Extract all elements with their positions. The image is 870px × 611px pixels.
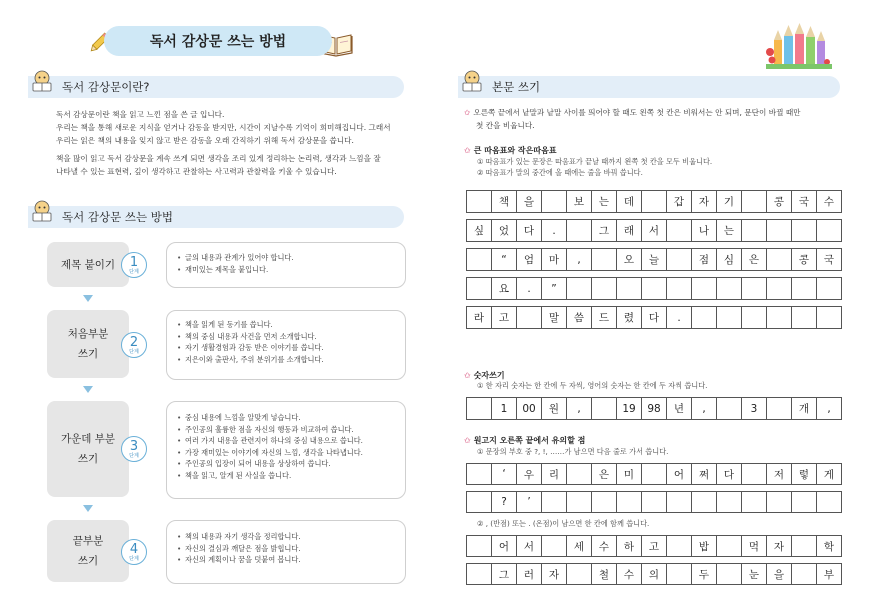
grid-cell xyxy=(817,220,842,242)
grid-cell xyxy=(742,278,767,300)
grid-cell: 러 xyxy=(517,564,542,585)
grid-cell xyxy=(667,278,692,300)
grid-cell: 마 xyxy=(542,249,567,271)
grid-row xyxy=(467,398,842,420)
grid-cell xyxy=(817,307,842,329)
grid-cell xyxy=(467,492,492,513)
grid-cell xyxy=(742,220,767,242)
grid-cell: 점 xyxy=(692,249,717,271)
grid-cell: 은 xyxy=(742,249,767,271)
grid-cell: 는 xyxy=(717,220,742,242)
grid-cell xyxy=(467,191,492,213)
grid-cell xyxy=(567,492,592,513)
grid-cell xyxy=(592,278,617,300)
grid-cell: ’ xyxy=(517,492,542,513)
grid-row xyxy=(467,307,842,329)
grid-cell: 을 xyxy=(517,191,542,213)
grid-cell: 다 xyxy=(717,464,742,485)
grid-cell xyxy=(767,492,792,513)
step-3-badge: 3 단계 xyxy=(121,436,147,462)
grid-cell: , xyxy=(567,398,592,420)
grid-cell: 개 xyxy=(792,398,817,420)
grid-cell xyxy=(567,564,592,585)
grid-cell: 수 xyxy=(592,536,617,557)
grid-cell: 기 xyxy=(717,191,742,213)
grid-cell xyxy=(567,220,592,242)
grid-cell: 자 xyxy=(542,564,567,585)
star-icon: ✩ xyxy=(464,371,471,380)
star-icon: ✩ xyxy=(464,436,471,445)
step-4-badge: 4 단계 xyxy=(121,539,147,565)
grid-cell: 부 xyxy=(817,564,842,585)
grid-cell: “ xyxy=(492,249,517,271)
grid-cell xyxy=(717,278,742,300)
star-icon: ✩ xyxy=(464,146,471,155)
grid-row xyxy=(467,564,842,585)
star-icon: ✩ xyxy=(464,108,471,117)
reading-mascot-icon xyxy=(30,200,54,222)
grid-cell xyxy=(467,249,492,271)
grid-cell: 세 xyxy=(567,536,592,557)
grid-gap xyxy=(467,271,842,278)
grid-cell xyxy=(667,249,692,271)
grid-cell: 원 xyxy=(542,398,567,420)
grid-row xyxy=(467,278,842,300)
grid-gap xyxy=(467,213,842,220)
grid-gap xyxy=(467,300,842,307)
section-heading-how: 독서 감상문 쓰는 방법 xyxy=(28,206,404,228)
grid-cell: . xyxy=(667,307,692,329)
grid-cell: , xyxy=(817,398,842,420)
grid-cell: 책 xyxy=(492,191,517,213)
grid-cell xyxy=(717,564,742,585)
grid-cell: 엄 xyxy=(517,249,542,271)
grid-row xyxy=(467,536,842,557)
step-3-details: • 중심 내용에 느낌을 알맞게 넣습니다. • 주인공의 훌륭한 점을 자신의 행동과 비교하여 씁니다. • 여러 가지 내용을 관련지어 하나의 중심 내용으로 씁니다. • 가장 재미있는 이야기에 자신의 느낌, 생각을 나타냅니다. • 주인공의 입장이 되어 내용을 상상하여 씁니다. • 책을 읽고, 알게 된 사실을 씁니다. xyxy=(166,401,406,499)
manuscript-grid-quotes xyxy=(466,190,842,329)
grid-cell xyxy=(667,492,692,513)
grid-cell xyxy=(467,398,492,420)
grid-cell xyxy=(817,278,842,300)
grid-cell xyxy=(717,398,742,420)
grid-cell: 19 xyxy=(617,398,642,420)
grid-cell: 드 xyxy=(592,307,617,329)
step-4-details: • 책의 내용과 자기 생각을 정리합니다. • 자신의 결심과 깨달은 점을 밝힙니다. • 자신의 계획이나 꿈을 덧붙여 봅니다. xyxy=(166,520,406,584)
grid-row xyxy=(467,191,842,213)
grid-row xyxy=(467,464,842,485)
grid-cell: 싶 xyxy=(467,220,492,242)
grid-cell: 3 xyxy=(742,398,767,420)
grid-cell: 쩌 xyxy=(692,464,717,485)
grid-cell: 수 xyxy=(817,191,842,213)
grid-cell: 밥 xyxy=(692,536,717,557)
grid-cell: 고 xyxy=(642,536,667,557)
grid-cell xyxy=(742,307,767,329)
down-arrow-icon xyxy=(83,295,93,302)
grid-cell xyxy=(467,278,492,300)
grid-cell: 었 xyxy=(492,220,517,242)
grid-cell: 렸 xyxy=(617,307,642,329)
grid-cell: 리 xyxy=(542,464,567,485)
grid-cell: 씀 xyxy=(567,307,592,329)
manuscript-grid-punct-2 xyxy=(466,535,842,585)
grid-cell xyxy=(717,492,742,513)
grid-cell xyxy=(692,492,717,513)
grid-cell xyxy=(542,191,567,213)
grid-cell xyxy=(692,307,717,329)
grid-cell xyxy=(692,278,717,300)
grid-cell: 렇 xyxy=(792,464,817,485)
grid-cell: 자 xyxy=(692,191,717,213)
grid-cell: , xyxy=(692,398,717,420)
grid-cell: ‘ xyxy=(492,464,517,485)
grid-gap xyxy=(467,242,842,249)
grid-cell: 서 xyxy=(642,220,667,242)
grid-cell xyxy=(792,278,817,300)
grid-cell xyxy=(467,536,492,557)
quotes-title: ✩ 큰 따옴표와 작은따옴표 xyxy=(464,146,557,155)
grid-cell xyxy=(767,220,792,242)
step-3-label: 가운데 부분 쓰기 xyxy=(47,401,129,497)
grid-cell: 먹 xyxy=(742,536,767,557)
punct-title: ✩ 원고지 오른쪽 끝에서 유의할 점 xyxy=(464,436,586,445)
grid-cell: 갑 xyxy=(667,191,692,213)
grid-cell: 년 xyxy=(667,398,692,420)
grid-row xyxy=(467,220,842,242)
grid-cell xyxy=(567,278,592,300)
section-heading-body: 본문 쓰기 xyxy=(458,76,840,98)
grid-cell xyxy=(617,278,642,300)
grid-cell: 서 xyxy=(517,536,542,557)
grid-cell: . xyxy=(517,278,542,300)
grid-cell: 요 xyxy=(492,278,517,300)
grid-cell: 어 xyxy=(667,464,692,485)
intro-paragraph-2: 책을 많이 읽고 독서 감상문을 계속 쓰게 되면 생각을 조리 있게 정리하는 논리력, 생각과 느낌을 잘 나타낼 수 있는 표현력, 깊이 생각하고 관찰하는 사고력과 관찰력을 키울 수 있습니다. xyxy=(56,154,381,176)
numbers-note: ① 한 자리 숫자는 한 칸에 두 자씩, 영어의 숫자는 한 칸에 두 자씩 씁니다. xyxy=(477,381,708,390)
grid-cell xyxy=(792,220,817,242)
grid-cell: 학 xyxy=(817,536,842,557)
grid-cell xyxy=(542,536,567,557)
grid-cell: 콩 xyxy=(792,249,817,271)
grid-cell xyxy=(667,564,692,585)
section-heading-what: 독서 감상문이란? xyxy=(28,76,404,98)
step-2-badge: 2 단계 xyxy=(121,332,147,358)
grid-cell: 콩 xyxy=(767,191,792,213)
down-arrow-icon xyxy=(83,505,93,512)
grid-gap xyxy=(467,485,842,492)
grid-cell: 00 xyxy=(517,398,542,420)
step-1-details: • 글의 내용과 관계가 있어야 합니다. • 재미있는 제목을 붙입니다. xyxy=(166,242,406,288)
grid-cell: 은 xyxy=(592,464,617,485)
grid-cell xyxy=(592,492,617,513)
intro-paragraph-1: 독서 감상문이란 책을 읽고 느낀 점을 쓴 글 입니다. 우리는 책을 통해 새로운 지식을 얻거나 감동을 받지만, 시간이 지날수록 기억이 희미해집니다. 그래서 우리는 읽은 책의 내용을 잊지 않고 받은 감동을 오래 간직하기 위해 독서 감상문을 씁니다. xyxy=(56,110,391,145)
grid-cell xyxy=(642,191,667,213)
grid-cell: 우 xyxy=(517,464,542,485)
grid-cell: 그 xyxy=(492,564,517,585)
grid-cell: 수 xyxy=(617,564,642,585)
grid-cell: 두 xyxy=(692,564,717,585)
grid-cell xyxy=(742,464,767,485)
grid-cell: 고 xyxy=(492,307,517,329)
grid-cell xyxy=(667,536,692,557)
grid-cell: 게 xyxy=(817,464,842,485)
grid-cell: 을 xyxy=(767,564,792,585)
grid-cell: 자 xyxy=(767,536,792,557)
grid-gap xyxy=(467,557,842,564)
grid-cell: 98 xyxy=(642,398,667,420)
grid-cell: 나 xyxy=(692,220,717,242)
grid-cell xyxy=(792,307,817,329)
grid-cell xyxy=(717,307,742,329)
grid-cell xyxy=(542,492,567,513)
grid-cell xyxy=(567,464,592,485)
grid-cell xyxy=(792,492,817,513)
grid-cell: 오 xyxy=(617,249,642,271)
grid-cell: 저 xyxy=(767,464,792,485)
grid-cell xyxy=(767,249,792,271)
manuscript-grid-numbers xyxy=(466,397,842,420)
grid-cell: 국 xyxy=(817,249,842,271)
grid-cell: 데 xyxy=(617,191,642,213)
grid-cell: 래 xyxy=(617,220,642,242)
manuscript-grid-punct-1 xyxy=(466,463,842,513)
grid-cell xyxy=(467,464,492,485)
grid-cell: 는 xyxy=(592,191,617,213)
page-title: 독서 감상문 쓰는 방법 xyxy=(104,26,332,56)
grid-cell: 국 xyxy=(792,191,817,213)
body-intro: ✩ 오른쪽 끝에서 낱말과 낱말 사이를 띄어야 할 때도 왼쪽 첫 칸은 비워서는 안 되며, 문단이 바뀔 때만 첫 칸을 비웁니다. xyxy=(464,108,801,130)
punct-note-2: ② , (반점) 또는 . (온점)이 남으면 한 칸에 함께 씁니다. xyxy=(477,519,650,528)
grid-cell xyxy=(742,492,767,513)
grid-cell: 1 xyxy=(492,398,517,420)
grid-cell xyxy=(467,564,492,585)
reading-mascot-icon xyxy=(460,70,484,92)
grid-cell: ” xyxy=(542,278,567,300)
grid-cell xyxy=(517,307,542,329)
grid-cell xyxy=(717,536,742,557)
grid-cell: 하 xyxy=(617,536,642,557)
grid-cell xyxy=(767,307,792,329)
grid-cell xyxy=(617,492,642,513)
grid-cell xyxy=(592,398,617,420)
grid-cell xyxy=(742,191,767,213)
grid-cell: 보 xyxy=(567,191,592,213)
grid-cell xyxy=(792,536,817,557)
grid-cell: 의 xyxy=(642,564,667,585)
grid-cell: 다 xyxy=(642,307,667,329)
grid-cell: 늘 xyxy=(642,249,667,271)
grid-cell: 어 xyxy=(492,536,517,557)
down-arrow-icon xyxy=(83,386,93,393)
grid-cell xyxy=(767,398,792,420)
step-1-badge: 1 단계 xyxy=(121,252,147,278)
grid-cell: 다 xyxy=(517,220,542,242)
grid-cell: , xyxy=(567,249,592,271)
grid-cell: 라 xyxy=(467,307,492,329)
grid-cell: 철 xyxy=(592,564,617,585)
step-2-label: 처음부분 쓰기 xyxy=(47,310,129,378)
grid-cell: 그 xyxy=(592,220,617,242)
numbers-title: ✩ 숫자쓰기 xyxy=(464,371,505,380)
grid-cell: 미 xyxy=(617,464,642,485)
quotes-notes: ① 따옴표가 있는 문장은 따옴표가 끝날 때까지 왼쪽 첫 칸을 모두 비웁니다. ② 따옴표가 말의 중간에 올 때에는 줄을 바꿔 씁니다. xyxy=(477,157,713,177)
grid-cell xyxy=(642,278,667,300)
grid-cell: 말 xyxy=(542,307,567,329)
reading-mascot-icon xyxy=(30,70,54,92)
pencil-house-icon xyxy=(764,22,834,72)
grid-row xyxy=(467,249,842,271)
grid-cell: 심 xyxy=(717,249,742,271)
grid-cell: 눈 xyxy=(742,564,767,585)
punct-note-1: ① 문장의 부호 중 ?, !, ……가 남으면 다음 줄로 가서 씁니다. xyxy=(477,447,669,456)
step-1-label: 제목 붙이기 xyxy=(47,242,129,287)
grid-cell: . xyxy=(542,220,567,242)
grid-cell xyxy=(592,249,617,271)
grid-cell: ? xyxy=(492,492,517,513)
grid-cell xyxy=(767,278,792,300)
step-2-details: • 책을 읽게 된 동기를 씁니다. • 책의 중심 내용과 사건을 먼저 소개합니다. • 자기 생활경험과 감동 받은 이야기를 씁니다. • 지은이와 출판사, 주위 분위기를 소개합니다. xyxy=(166,310,406,380)
grid-row xyxy=(467,492,842,513)
grid-cell xyxy=(642,464,667,485)
grid-cell xyxy=(667,220,692,242)
step-4-label: 끝부분 쓰기 xyxy=(47,520,129,582)
grid-cell xyxy=(792,564,817,585)
grid-cell xyxy=(817,492,842,513)
grid-cell xyxy=(642,492,667,513)
